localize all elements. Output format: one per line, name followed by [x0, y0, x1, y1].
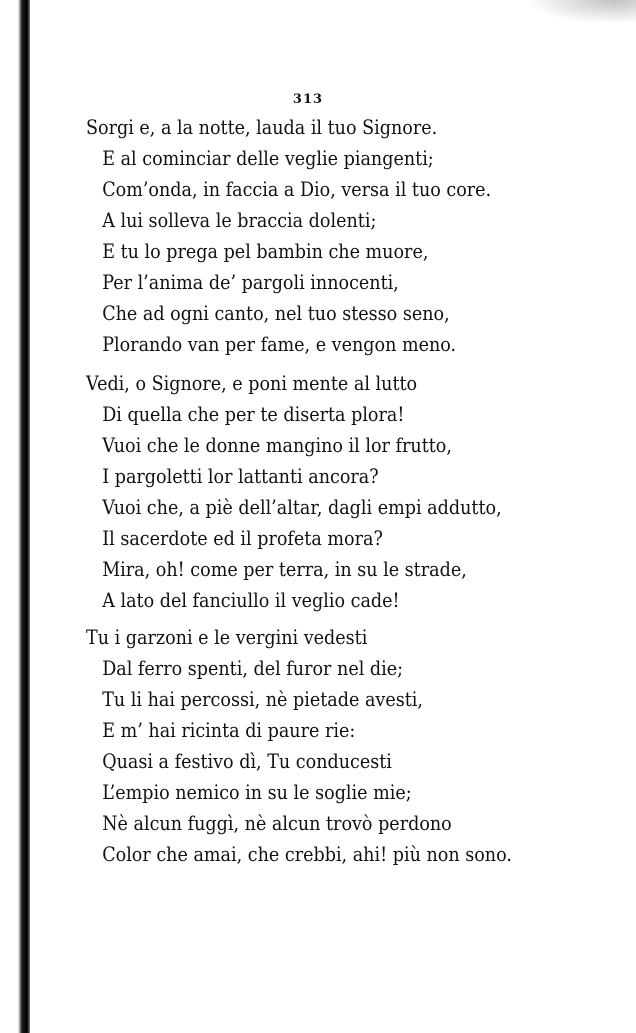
verse-line: Quasi a festivo dì, Tu conducesti [102, 750, 392, 773]
verse-line: Sorgi e, a la notte, lauda il tuo Signore. [86, 116, 438, 139]
book-spine-edge [0, 0, 30, 1033]
page-corner-stain [526, 0, 636, 24]
stanza-2 [86, 368, 556, 616]
verse-line: Per l’anima de’ pargoli innocenti, [102, 271, 399, 294]
verse-line: Dal ferro spenti, del furor nel die; [102, 657, 404, 680]
verse-line: E al cominciar delle veglie piangenti; [102, 147, 434, 170]
verse-line: Il sacerdote ed il profeta mora? [102, 527, 383, 550]
verse-line: E m’ hai ricinta di paure rie: [102, 719, 356, 742]
verse-line: E tu lo prega pel bambin che muore, [102, 240, 429, 263]
verse-line: L’empio nemico in su le soglie mie; [102, 781, 412, 804]
verse-line: Vuoi che le donne mangino il lor frutto, [102, 434, 452, 457]
stanza-3 [86, 622, 556, 870]
verse-line: Nè alcun fuggì, nè alcun trovò perdono [102, 812, 452, 835]
verse-line: Tu li hai percossi, nè pietade avesti, [102, 688, 423, 711]
verse-line: Che ad ogni canto, nel tuo stesso seno, [102, 302, 450, 325]
verse-line: I pargoletti lor lattanti ancora? [102, 465, 379, 488]
verse-line: Color che amai, che crebbi, ahi! più non sono. [102, 843, 512, 866]
stanza-1 [86, 112, 556, 360]
verse-line: A lato del fanciullo il veglio cade! [102, 589, 400, 612]
page-number: 313 [292, 92, 324, 107]
verse-line: Tu i garzoni e le vergini vedesti [86, 626, 368, 649]
verse-line: Com’onda, in faccia a Dio, versa il tuo core. [102, 178, 492, 201]
verse-line: Vedi, o Signore, e poni mente al lutto [86, 372, 418, 395]
verse-line: Vuoi che, a piè dell’altar, dagli empi addutto, [102, 496, 502, 519]
verse-line: Di quella che per te diserta plora! [102, 403, 405, 426]
verse-line: A lui solleva le braccia dolenti; [102, 209, 377, 232]
verse-line: Plorando van per fame, e vengon meno. [102, 333, 457, 356]
verse-line: Mira, oh! come per terra, in su le strade, [102, 558, 467, 581]
